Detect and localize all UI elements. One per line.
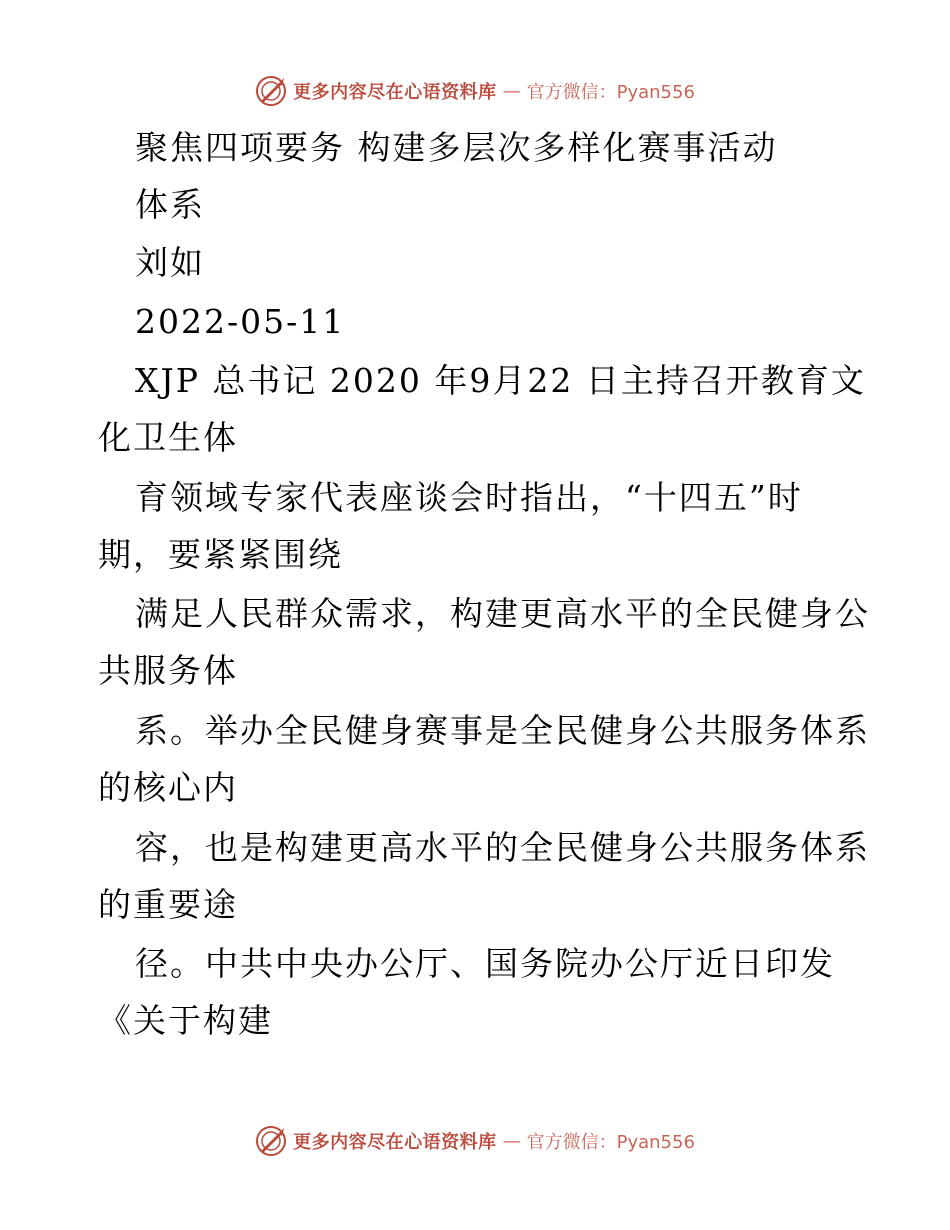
watermark-text: 更多内容尽在心语资料库 <box>293 1132 497 1153</box>
watermark-contact: 官方微信：Pyan556 <box>526 82 695 103</box>
watermark-text: 更多内容尽在心语资料库 <box>293 82 497 103</box>
watermark-contact: 官方微信：Pyan556 <box>526 1132 695 1153</box>
body-line: 满足人民群众需求，构建更高水平的全民健身公 <box>135 594 870 633</box>
body-line: 的核心内 <box>98 768 238 807</box>
body-line: 期，要紧紧围绕 <box>98 535 343 574</box>
body-line: 育领域专家代表座谈会时指出，“十四五”时 <box>135 478 803 517</box>
body-line: XJP 总书记 2020 年9月22 日主持召开教育文 <box>135 361 866 400</box>
body-line: 的重要途 <box>98 885 238 924</box>
body-line: 化卫生体 <box>98 418 238 457</box>
watermark-separator: — <box>502 1130 521 1152</box>
header-watermark <box>0 71 950 111</box>
footer-watermark <box>0 1121 950 1161</box>
body-line: 共服务体 <box>98 651 238 690</box>
document-author: 刘如 <box>135 243 205 282</box>
body-line: 径。中共中央办公厅、国务院办公厅近日印发 <box>135 944 835 983</box>
body-line: 容，也是构建更高水平的全民健身公共服务体系 <box>135 828 870 867</box>
document-title-line-1: 聚焦四项要务 构建多层次多样化赛事活动 <box>135 128 778 167</box>
document-date: 2022-05-11 <box>135 302 346 341</box>
quill-logo-icon <box>255 75 287 107</box>
quill-logo-icon <box>255 1125 287 1157</box>
watermark-separator: — <box>502 80 521 102</box>
document-title-line-2: 体系 <box>135 185 205 224</box>
body-line: 《关于构建 <box>98 1001 273 1040</box>
body-line: 系。举办全民健身赛事是全民健身公共服务体系 <box>135 711 870 750</box>
